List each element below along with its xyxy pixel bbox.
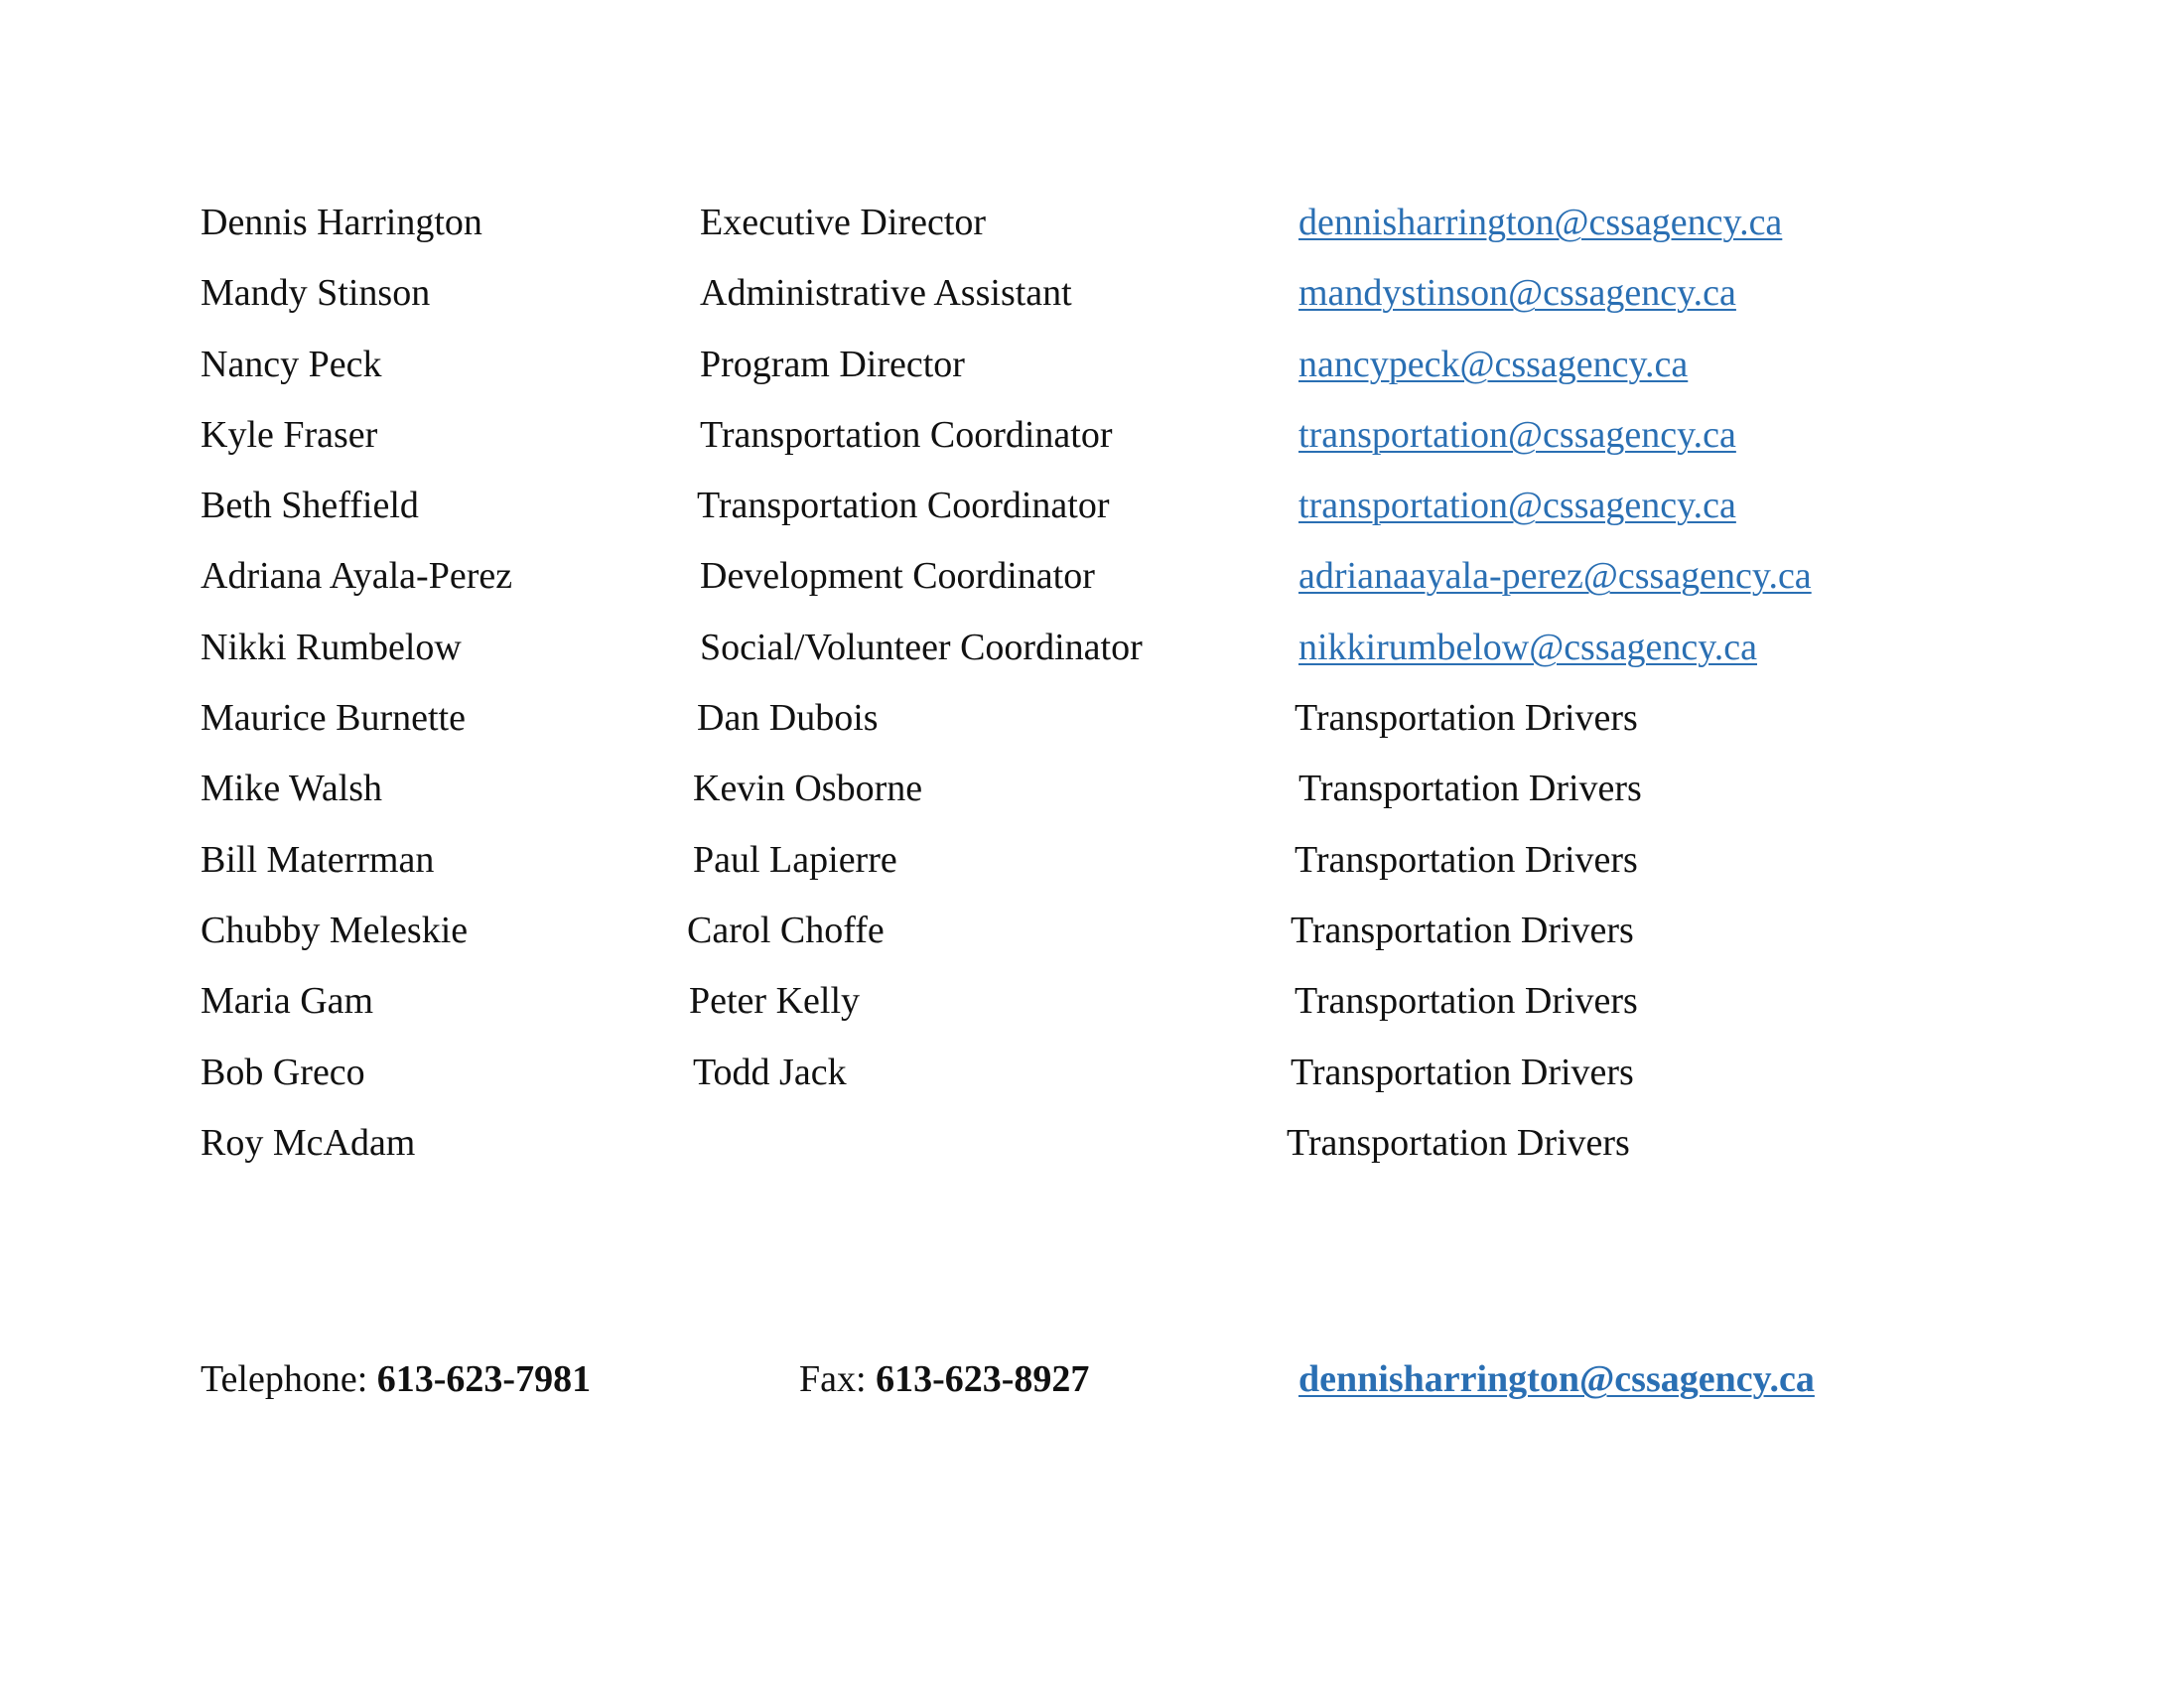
- staff-role: Program Director: [700, 343, 965, 385]
- staff-email-link[interactable]: adrianaayala-perez@cssagency.ca: [1298, 555, 1812, 598]
- staff-name: Mandy Stinson: [201, 272, 431, 315]
- driver-role-label: Transportation Drivers: [1287, 1121, 1630, 1164]
- staff-row: [0, 337, 2184, 407]
- fax-label: Fax:: [799, 1358, 877, 1400]
- driver-row: [0, 1045, 2184, 1115]
- staff-role: Transportation Coordinator: [700, 413, 1113, 456]
- staff-email-link[interactable]: nancypeck@cssagency.ca: [1298, 343, 1689, 385]
- driver-name: Bill Materrman: [201, 838, 435, 881]
- driver-row: [0, 690, 2184, 761]
- staff-name: Beth Sheffield: [201, 485, 419, 527]
- driver-row: [0, 832, 2184, 903]
- staff-name: Nancy Peck: [201, 343, 382, 385]
- staff-role: Transportation Coordinator: [697, 485, 1110, 527]
- staff-row: [0, 407, 2184, 478]
- driver-row: [0, 973, 2184, 1044]
- driver-name: Paul Lapierre: [693, 838, 897, 881]
- staff-name: Dennis Harrington: [201, 202, 482, 243]
- driver-name: Kevin Osborne: [693, 768, 923, 810]
- driver-name: Roy McAdam: [201, 1121, 416, 1164]
- driver-name: Dan Dubois: [697, 697, 879, 740]
- staff-name: Adriana Ayala-Perez: [201, 555, 513, 598]
- staff-email-link[interactable]: dennisharrington@cssagency.ca: [1298, 202, 1783, 243]
- fax-number: 613-623-8927: [876, 1358, 1090, 1400]
- staff-name: Kyle Fraser: [201, 413, 378, 456]
- staff-role: Administrative Assistant: [700, 272, 1072, 315]
- driver-name: Maria Gam: [201, 980, 374, 1023]
- telephone-number: 613-623-7981: [376, 1358, 592, 1400]
- staff-name: Nikki Rumbelow: [201, 626, 462, 668]
- staff-email-link[interactable]: transportation@cssagency.ca: [1298, 413, 1736, 456]
- driver-name: Chubby Meleskie: [201, 909, 469, 951]
- footer-email-link[interactable]: dennisharrington@cssagency.ca: [1298, 1358, 1815, 1400]
- staff-row: [0, 265, 2184, 336]
- driver-row: [0, 761, 2184, 831]
- driver-name: Mike Walsh: [201, 768, 383, 810]
- contact-footer: [0, 1351, 2184, 1411]
- staff-email-link[interactable]: transportation@cssagency.ca: [1298, 485, 1736, 527]
- telephone-label: Telephone:: [201, 1358, 377, 1400]
- staff-email-link[interactable]: nikkirumbelow@cssagency.ca: [1298, 626, 1757, 668]
- driver-name: Carol Choffe: [687, 909, 885, 951]
- driver-name: Bob Greco: [201, 1051, 365, 1093]
- staff-row: [0, 620, 2184, 690]
- driver-role-label: Transportation Drivers: [1291, 909, 1634, 951]
- staff-directory: [0, 195, 2184, 1186]
- driver-role-label: Transportation Drivers: [1291, 1051, 1634, 1093]
- driver-role-label: Transportation Drivers: [1295, 838, 1638, 881]
- staff-row: [0, 548, 2184, 619]
- staff-role: Social/Volunteer Coordinator: [700, 626, 1143, 668]
- staff-email-link[interactable]: mandystinson@cssagency.ca: [1298, 272, 1736, 315]
- staff-row: [0, 195, 2184, 265]
- driver-name: Peter Kelly: [689, 980, 861, 1023]
- staff-row: [0, 478, 2184, 548]
- driver-role-label: Transportation Drivers: [1298, 768, 1642, 810]
- telephone: [201, 1351, 591, 1407]
- driver-name: Todd Jack: [693, 1051, 847, 1093]
- staff-role: Development Coordinator: [700, 555, 1095, 598]
- driver-name: Maurice Burnette: [201, 697, 466, 740]
- driver-role-label: Transportation Drivers: [1295, 980, 1638, 1023]
- driver-row: [0, 903, 2184, 973]
- driver-row: [0, 1115, 2184, 1186]
- staff-role: Executive Director: [700, 202, 987, 243]
- fax: [799, 1351, 1089, 1407]
- driver-role-label: Transportation Drivers: [1295, 697, 1638, 740]
